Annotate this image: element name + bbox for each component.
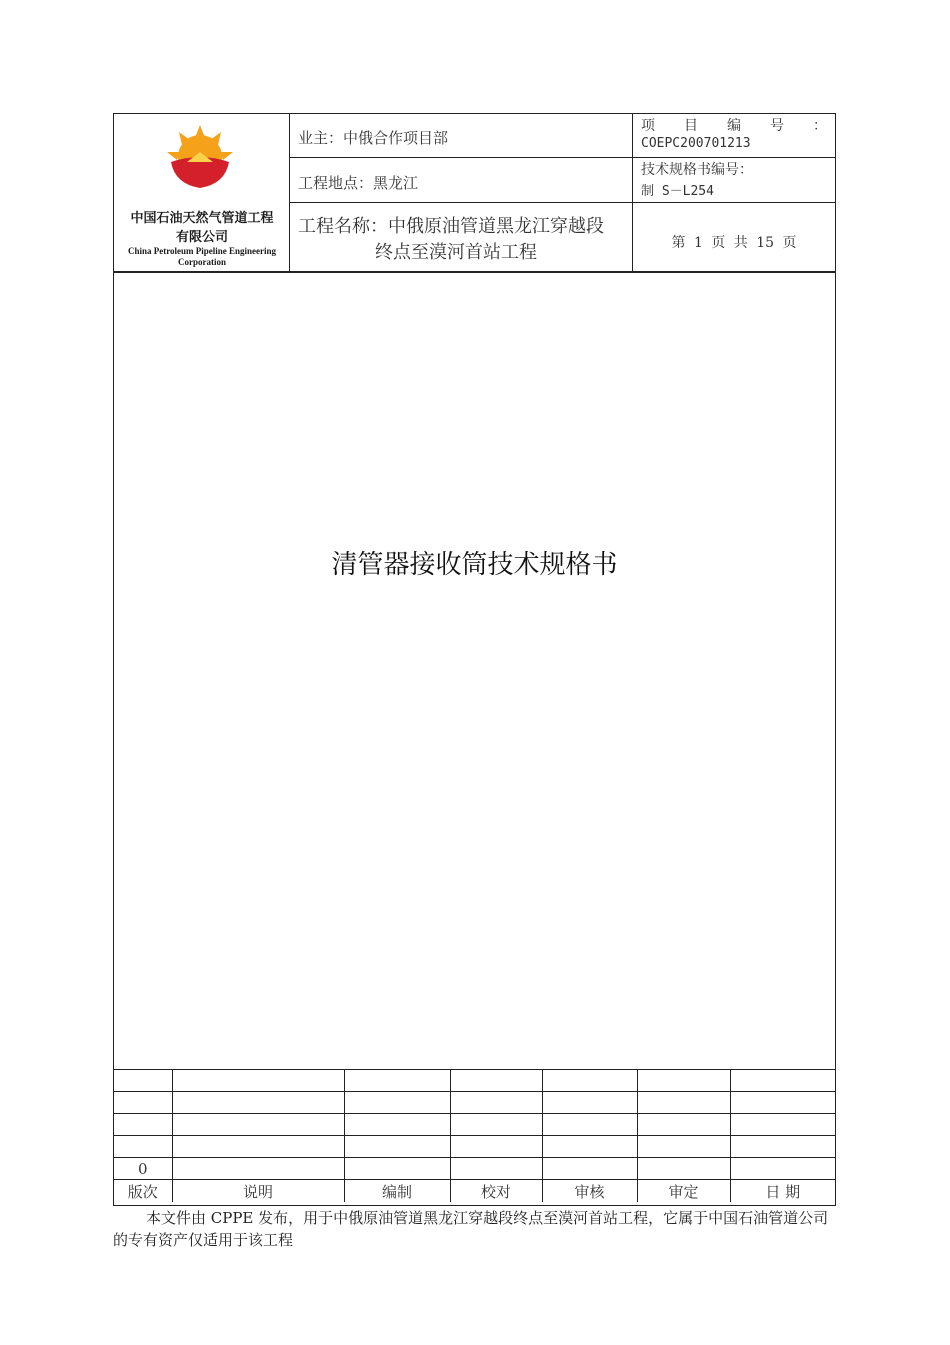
table-cell xyxy=(172,1092,344,1114)
document-title: 清管器接收筒技术规格书 xyxy=(331,550,618,580)
header-description: 说明 xyxy=(172,1180,344,1203)
table-cell xyxy=(730,1070,835,1092)
spec-no-label: 技术规格书编号： xyxy=(641,162,753,178)
spec-no-cell xyxy=(633,158,835,203)
project-name-cell xyxy=(290,203,633,271)
header-reviewed: 审核 xyxy=(542,1180,637,1203)
page-cell xyxy=(633,203,835,271)
table-row xyxy=(114,1092,835,1114)
table-cell xyxy=(344,1114,450,1136)
table-cell xyxy=(450,1114,542,1136)
table-cell xyxy=(450,1092,542,1114)
header-version: 版次 xyxy=(114,1180,172,1203)
company-name-en: China Petroleum Pipeline Engineering Corporation xyxy=(127,246,277,267)
cnpc-logo-icon xyxy=(165,122,235,192)
table-cell xyxy=(114,1114,172,1136)
table-cell xyxy=(344,1158,450,1180)
table-cell xyxy=(730,1136,835,1158)
table-cell xyxy=(637,1092,730,1114)
project-no-cell xyxy=(633,114,835,158)
spec-no-value: 制 S－L254 xyxy=(641,184,714,199)
table-cell xyxy=(542,1114,637,1136)
header-date: 日 期 xyxy=(730,1180,835,1203)
table-cell xyxy=(172,1070,344,1092)
table-cell xyxy=(450,1158,542,1180)
table-cell xyxy=(637,1136,730,1158)
table-cell xyxy=(450,1136,542,1158)
table-row xyxy=(114,1136,835,1158)
project-no-label: 项 目 编 号 ： xyxy=(641,118,827,134)
table-row xyxy=(114,1114,835,1136)
table-cell xyxy=(637,1114,730,1136)
location-text: 工程地点：黑龙江 xyxy=(298,174,419,192)
header-prepared: 编制 xyxy=(344,1180,450,1203)
revision-table xyxy=(114,1069,835,1202)
table-cell xyxy=(730,1092,835,1114)
table-cell xyxy=(344,1136,450,1158)
table-cell xyxy=(114,1070,172,1092)
table-cell xyxy=(172,1114,344,1136)
table-cell xyxy=(114,1136,172,1158)
page-info: 第 1 页 共 15 页 xyxy=(671,235,797,251)
project-no-value: COEPC200701213 xyxy=(641,136,751,151)
company-cell xyxy=(114,114,290,271)
owner-text: 业主：中俄合作项目部 xyxy=(298,129,449,147)
table-cell xyxy=(730,1114,835,1136)
table-cell xyxy=(344,1070,450,1092)
table-cell xyxy=(344,1092,450,1114)
table-cell xyxy=(637,1070,730,1092)
project-name: 工程名称：中俄原油管道黑龙江穿越段 终点至漠河首站工程 xyxy=(298,216,604,263)
table-cell xyxy=(450,1070,542,1092)
table-cell xyxy=(172,1136,344,1158)
table-row xyxy=(114,1158,835,1180)
title-block xyxy=(114,114,835,273)
document-sheet xyxy=(113,113,836,1206)
footer-note: 本文件由 CPPE 发布，用于中俄原油管道黑龙江穿越段终点至漠河首站工程，它属于中国石油管道公司的专有资产仅适用于该工程 xyxy=(113,1209,829,1249)
revision-number: 0 xyxy=(114,1158,172,1180)
table-cell xyxy=(730,1158,835,1180)
owner-cell xyxy=(290,114,633,158)
table-cell xyxy=(637,1158,730,1180)
table-cell xyxy=(542,1070,637,1092)
table-cell xyxy=(542,1092,637,1114)
table-cell xyxy=(542,1158,637,1180)
table-cell xyxy=(172,1158,344,1180)
company-name-cn: 中国石油天然气管道工程 有限公司 xyxy=(130,211,274,245)
header-approved: 审定 xyxy=(637,1180,730,1203)
table-row xyxy=(114,1070,835,1092)
table-cell xyxy=(114,1092,172,1114)
location-cell xyxy=(290,158,633,203)
header-checked: 校对 xyxy=(450,1180,542,1203)
table-cell xyxy=(542,1136,637,1158)
table-header-row xyxy=(114,1180,835,1203)
